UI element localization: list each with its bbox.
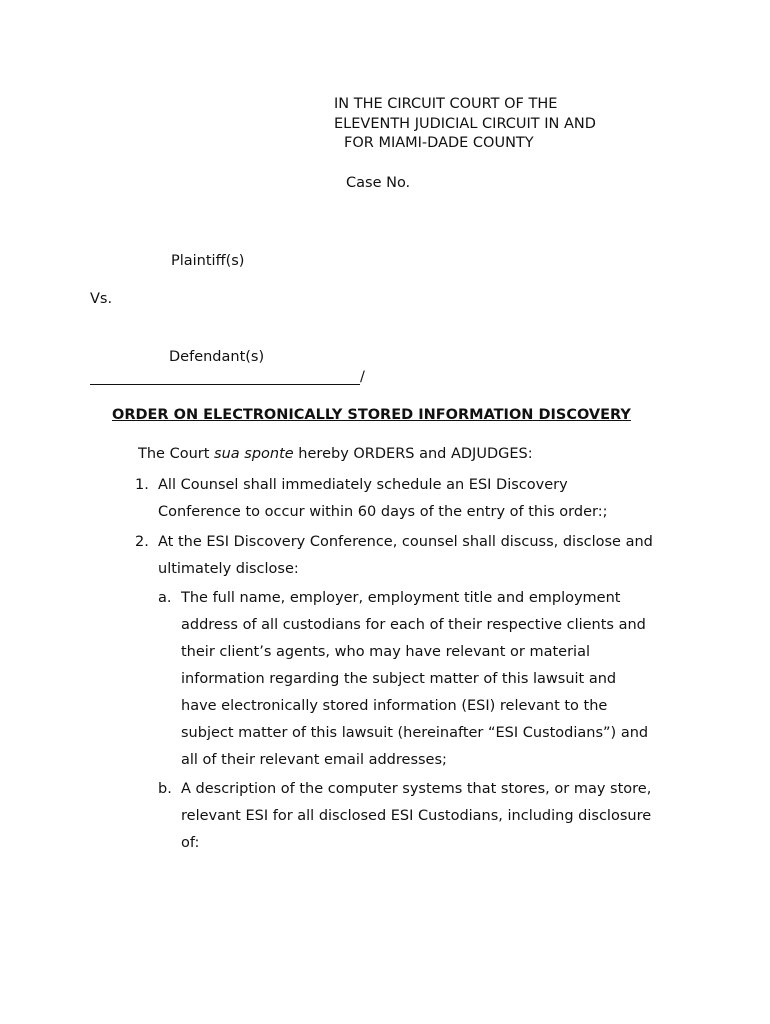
- intro-after: hereby ORDERS and ADJUDGES:: [293, 446, 533, 462]
- plaintiff-label: Plaintiff(s): [171, 253, 245, 269]
- list-marker: 1.: [135, 477, 149, 493]
- list-marker: b.: [158, 781, 172, 797]
- sub-item-line: their client’s agents, who may have relevant or material: [181, 644, 590, 660]
- intro-before: The Court: [138, 446, 215, 462]
- sub-item-line: A description of the computer systems that stores, or may store,: [181, 781, 652, 797]
- sub-item-line: address of all custodians for each of their respective clients and: [181, 617, 646, 633]
- versus-label: Vs.: [90, 291, 113, 307]
- caption-slash: /: [360, 369, 365, 385]
- sub-item-line: have electronically stored information (ESI) relevant to the: [181, 698, 608, 714]
- defendant-label: Defendant(s): [169, 349, 265, 365]
- sub-item-line: all of their relevant email addresses;: [181, 752, 447, 768]
- list-item-line: At the ESI Discovery Conference, counsel shall discuss, disclose and: [158, 534, 653, 550]
- court-header-line2: ELEVENTH JUDICIAL CIRCUIT IN AND: [334, 116, 596, 132]
- sub-item-line: information regarding the subject matter of this lawsuit and: [181, 671, 617, 687]
- sub-item-line: relevant ESI for all disclosed ESI Custodians, including disclosure: [181, 808, 652, 824]
- order-title: ORDER ON ELECTRONICALLY STORED INFORMATION DISCOVERY: [112, 407, 631, 423]
- sub-item-line: of:: [181, 835, 200, 851]
- sub-item-line: subject matter of this lawsuit (hereinafter “ESI Custodians”) and: [181, 725, 649, 741]
- caption-underline: [90, 384, 360, 385]
- court-header-line1: IN THE CIRCUIT COURT OF THE: [334, 96, 558, 112]
- list-marker: a.: [158, 590, 172, 606]
- sub-item-line: The full name, employer, employment title and employment: [181, 590, 621, 606]
- case-number-label: Case No.: [346, 175, 411, 191]
- court-header-line3: FOR MIAMI-DADE COUNTY: [344, 135, 534, 151]
- intro-italic: sua sponte: [214, 446, 294, 462]
- list-item-line: Conference to occur within 60 days of the entry of this order:;: [158, 504, 608, 520]
- list-item-line: All Counsel shall immediately schedule an ESI Discovery: [158, 477, 568, 493]
- list-marker: 2.: [135, 534, 149, 550]
- order-intro: [138, 446, 533, 462]
- list-item-line: ultimately disclose:: [158, 561, 299, 577]
